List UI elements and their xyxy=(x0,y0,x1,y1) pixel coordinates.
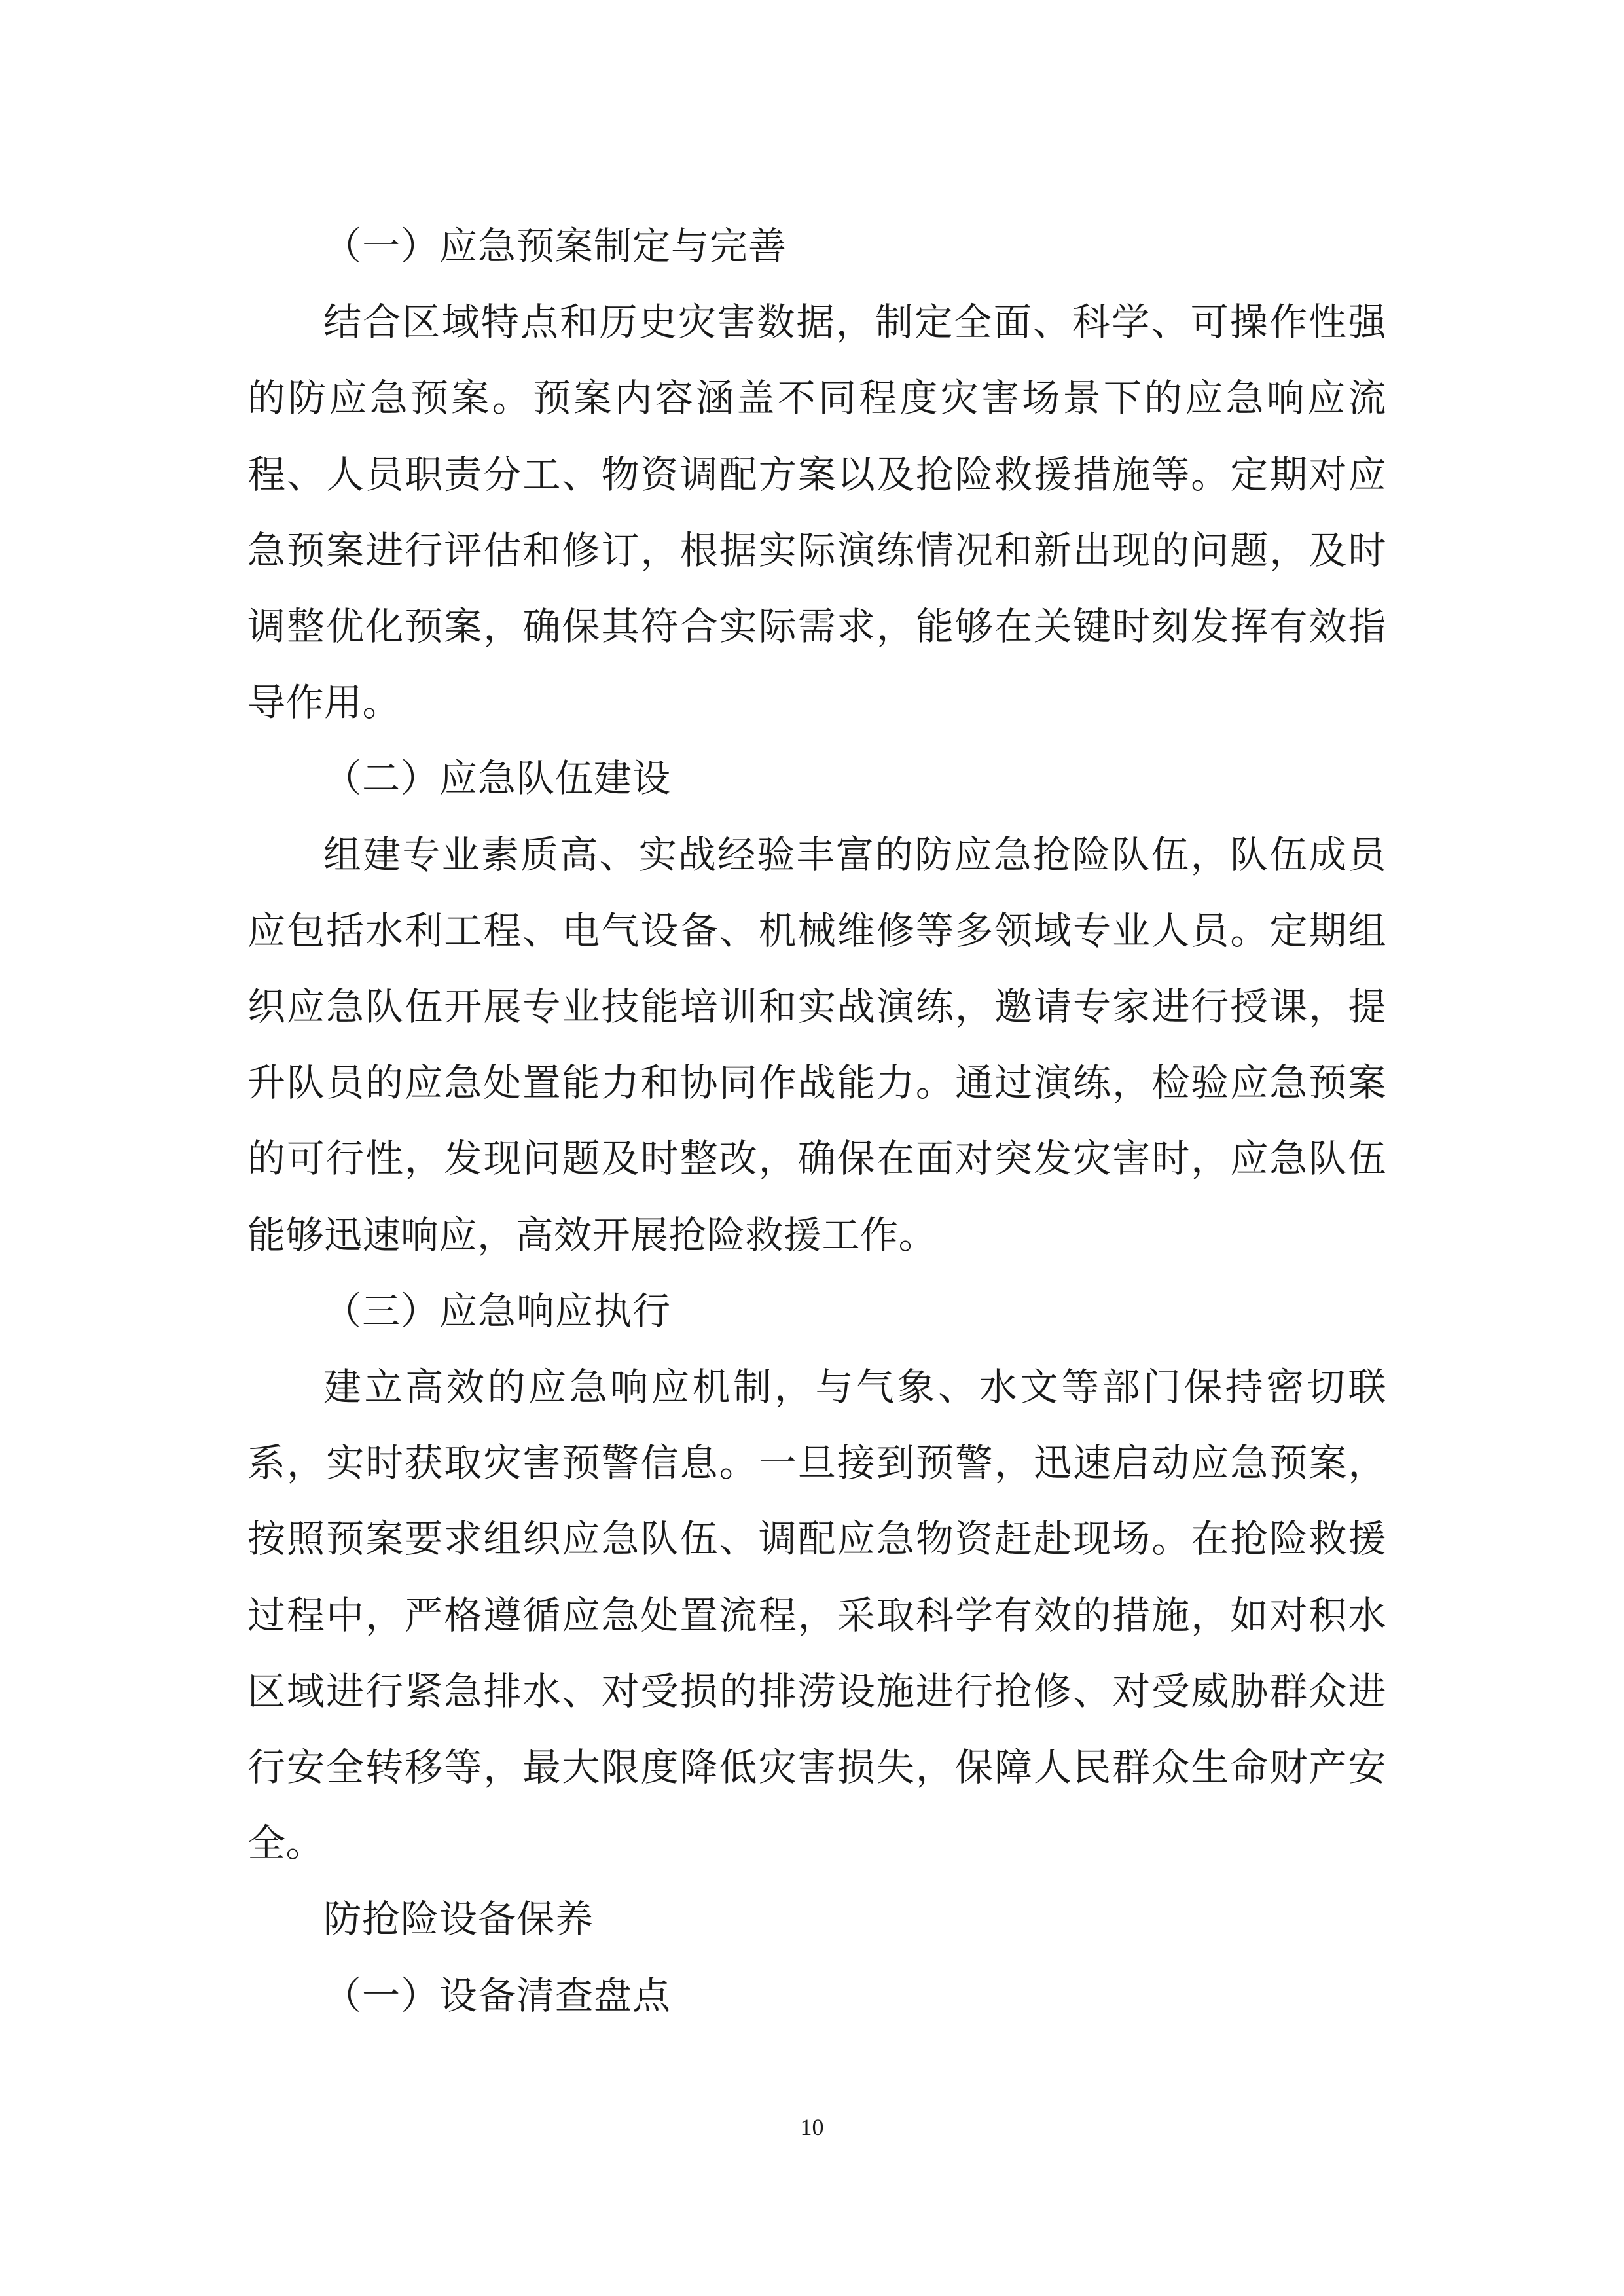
page-number: 10 xyxy=(800,2114,824,2140)
paragraph-emergency-response: 建立高效的应急响应机制，与气象、水文等部门保持密切联系，实时获取灾害预警信息。一旦接到预警，迅速启动应急预案，按照预案要求组织应急队伍、调配应急物资赶赴现场。在抢险救援过程中，严格遵循应急处置流程，采取科学有效的措施，如对积水区域进行紧急排水、对受损的排涝设施进行抢修、对受威胁群众进行安全转移等，最大限度降低灾害损失，保障人民群众生命财产安全。 xyxy=(247,1365,1386,1866)
section-heading-emergency-team: （二）应急队伍建设 xyxy=(323,756,672,801)
document-body xyxy=(247,208,1386,2034)
section-heading-emergency-response: （三）应急响应执行 xyxy=(323,1288,672,1333)
paragraph-emergency-plan: 结合区域特点和历史灾害数据，制定全面、科学、可操作性强的防应急预案。预案内容涵盖不同程度灾害场景下的应急响应流程、人员职责分工、物资调配方案以及抢险救援措施等。定期对应急预案进行评估和修订，根据实际演练情况和新出现的问题，及时调整优化预案，确保其符合实际需求，能够在关键时刻发挥有效指导作用。 xyxy=(247,300,1386,725)
section-heading-emergency-plan: （一）应急预案制定与完善 xyxy=(323,224,787,268)
paragraph-emergency-team: 组建专业素质高、实战经验丰富的防应急抢险队伍，队伍成员应包括水利工程、电气设备、机械维修等多领域专业人员。定期组织应急队伍开展专业技能培训和实战演练，邀请专家进行授课，提升队员的应急处置能力和协同作战能力。通过演练，检验应急预案的可行性，发现问题及时整改，确保在面对突发灾害时，应急队伍能够迅速响应，高效开展抢险救援工作。 xyxy=(247,832,1386,1257)
section-heading-equipment-maintenance: 防抢险设备保养 xyxy=(323,1897,594,1942)
section-heading-equipment-inventory: （一）设备清查盘点 xyxy=(323,1973,672,2018)
